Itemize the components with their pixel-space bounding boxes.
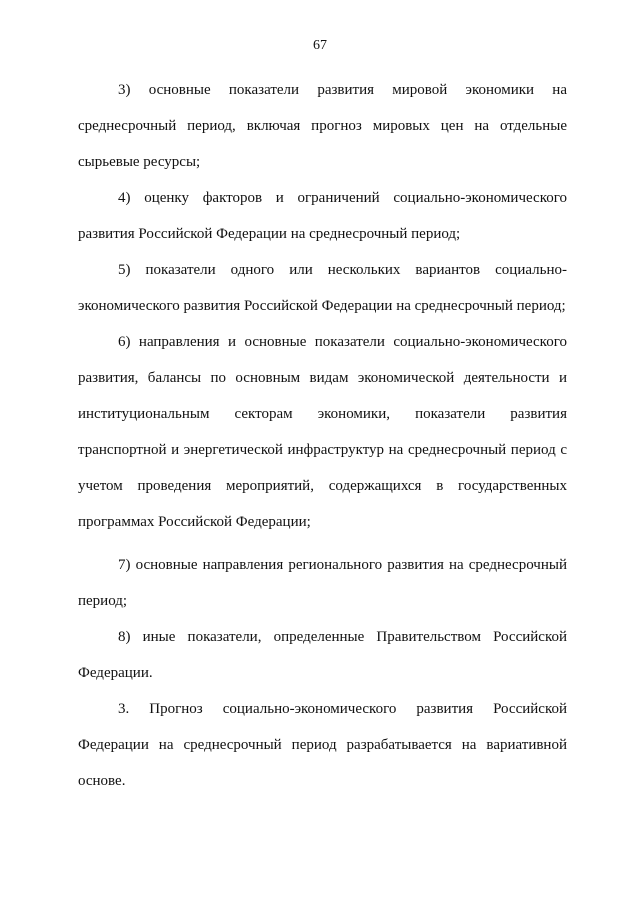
document-body	[78, 72, 567, 799]
paragraph-item-8: 8) иные показатели, определенные Правительством Российской Федерации.	[78, 629, 567, 681]
page-number: 67	[313, 38, 327, 53]
paragraph-section-3: 3. Прогноз социально-экономического развития Российской Федерации на среднесрочный период разрабатывается на вариативной основе.	[78, 701, 567, 789]
paragraph-item-5: 5) показатели одного или нескольких вариантов социально-экономического развития Российской Федерации на среднесрочный период;	[78, 262, 567, 314]
paragraph-item-6: 6) направления и основные показатели социально-экономического развития, балансы по основным видам экономической деятельности и институциональным секторам экономики, показатели развития транспортной и энергетической инфраструктур на среднесрочный период с учетом проведения мероприятий, содержащихся в государственных программах Российской Федерации;	[78, 334, 567, 530]
paragraph-item-3: 3) основные показатели развития мировой экономики на среднесрочный период, включая прогноз мировых цен на отдельные сырьевые ресурсы;	[78, 82, 567, 170]
paragraph-item-4: 4) оценку факторов и ограничений социально-экономического развития Российской Федерации на среднесрочный период;	[78, 190, 567, 242]
paragraph-item-7: 7) основные направления регионального развития на среднесрочный период;	[78, 557, 567, 609]
